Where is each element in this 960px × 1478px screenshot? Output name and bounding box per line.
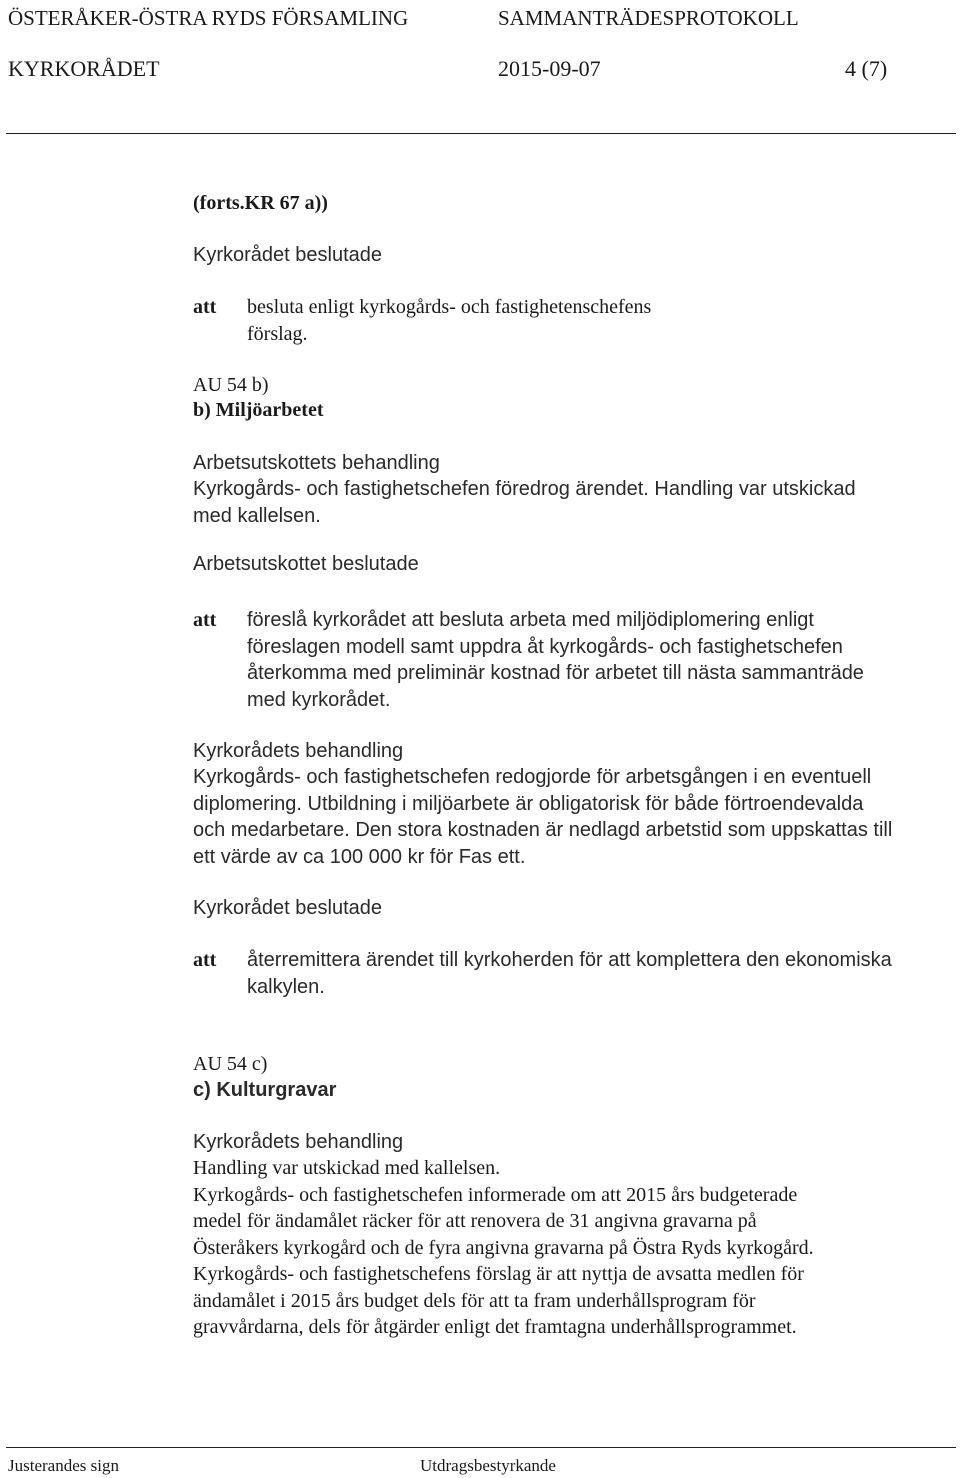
footer-justerandes-sign: Justerandes sign	[8, 1456, 119, 1475]
final-line-4: Österåkers kyrkogård och de fyra angivna gravarna på Östra Ryds kyrkogård.	[193, 1236, 814, 1259]
header-date: 2015-09-07	[498, 56, 601, 81]
au-handling-text	[193, 476, 856, 529]
kr-handling-text	[193, 764, 892, 870]
header-page-number: 4 (7)	[845, 56, 888, 81]
kulturgravar-title: c) Kulturgravar	[193, 1079, 337, 1101]
final-line-7: gravvårdarna, dels för åtgärder enligt det framtagna underhållsprogrammet.	[193, 1316, 797, 1338]
decision-2-line-4: med kyrkorådet.	[247, 688, 391, 711]
au-handling-heading: Arbetsutskottets behandling	[193, 452, 440, 474]
decision-text-2	[247, 607, 937, 713]
footer-rule	[6, 1447, 956, 1448]
au-handling-line-1: Kyrkogårds- och fastighetschefen föredrog ärendet. Handling var utskickad	[193, 478, 856, 500]
decision-2-line-3: återkomma med preliminär kostnad för arbetet till nästa sammanträde	[247, 662, 864, 684]
kr-handling-heading: Kyrkorådets behandling	[193, 740, 404, 762]
footer-utdragsbestyrkande: Utdragsbestyrkande	[420, 1456, 556, 1475]
section-heading-kr-beslutade-2: Kyrkorådet beslutade	[193, 897, 383, 919]
att-label-1: att	[193, 296, 217, 318]
header-doc-type: SAMMANTRÄDESPROTOKOLL	[498, 6, 799, 30]
continuation-heading: (forts.KR 67 a))	[193, 192, 328, 214]
decision-text-1	[247, 294, 937, 347]
decision-1-line-1: besluta enligt kyrkogårds- och fastighetenschefens	[247, 296, 652, 318]
final-line-5: Kyrkogårds- och fastighetschefens förslag är att nyttja de avsatta medlen för	[193, 1263, 804, 1285]
kr-handling-line-2: diplomering. Utbildning i miljöarbete är obligatorisk för både förtroendevalda	[193, 792, 864, 815]
au-beslutade-heading: Arbetsutskottet beslutade	[193, 553, 419, 575]
au-handling-line-2: med kallelsen.	[193, 504, 321, 527]
header-body-name: KYRKORÅDET	[8, 56, 160, 81]
final-line-2: Kyrkogårds- och fastighetschefen informerade om att 2015 års budgeterade	[193, 1183, 798, 1206]
section-heading-kr-beslutade-1: Kyrkorådet beslutade	[193, 244, 383, 266]
kulturgravar-text	[193, 1155, 814, 1341]
header-org: ÖSTERÅKER-ÖSTRA RYDS FÖRSAMLING	[8, 6, 409, 30]
decision-2-line-2: föreslagen modell samt uppdra åt kyrkogårds- och fastighetschefen	[247, 635, 843, 658]
kr-handling-line-4: ett värde av ca 100 000 kr för Fas ett.	[193, 845, 526, 868]
decision-text-3	[247, 947, 937, 1000]
kr-handling-line-3: och medarbetare. Den stora kostnaden är nedlagd arbetstid som uppskattas till	[193, 819, 893, 841]
decision-1-line-2: förslag.	[247, 322, 308, 345]
kr-handling-line-1: Kyrkogårds- och fastighetschefen redogjorde för arbetsgången i en eventuell	[193, 766, 872, 788]
header-rule	[6, 133, 956, 134]
decision-3-line-2: kalkylen.	[247, 975, 325, 998]
kr-handling2-heading: Kyrkorådets behandling	[193, 1131, 404, 1153]
decision-3-line-1: återremittera ärendet till kyrkoherden för att komplettera den ekonomiska	[247, 949, 892, 971]
att-label-2: att	[193, 609, 217, 631]
decision-2-line-1: föreslå kyrkorådet att besluta arbeta med miljödiplomering enligt	[247, 609, 814, 631]
final-line-3: medel för ändamålet räcker för att renovera de 31 angivna gravarna på	[193, 1210, 757, 1232]
au-54c-reference: AU 54 c)	[193, 1053, 268, 1075]
final-line-6: ändamålet i 2015 års budget dels för att ta fram underhållsprogram för	[193, 1289, 756, 1312]
att-label-3: att	[193, 949, 217, 971]
miljoarbetet-title: b) Miljöarbetet	[193, 399, 324, 421]
final-line-1: Handling var utskickad med kallelsen.	[193, 1157, 501, 1179]
au-54b-reference: AU 54 b)	[193, 374, 269, 396]
